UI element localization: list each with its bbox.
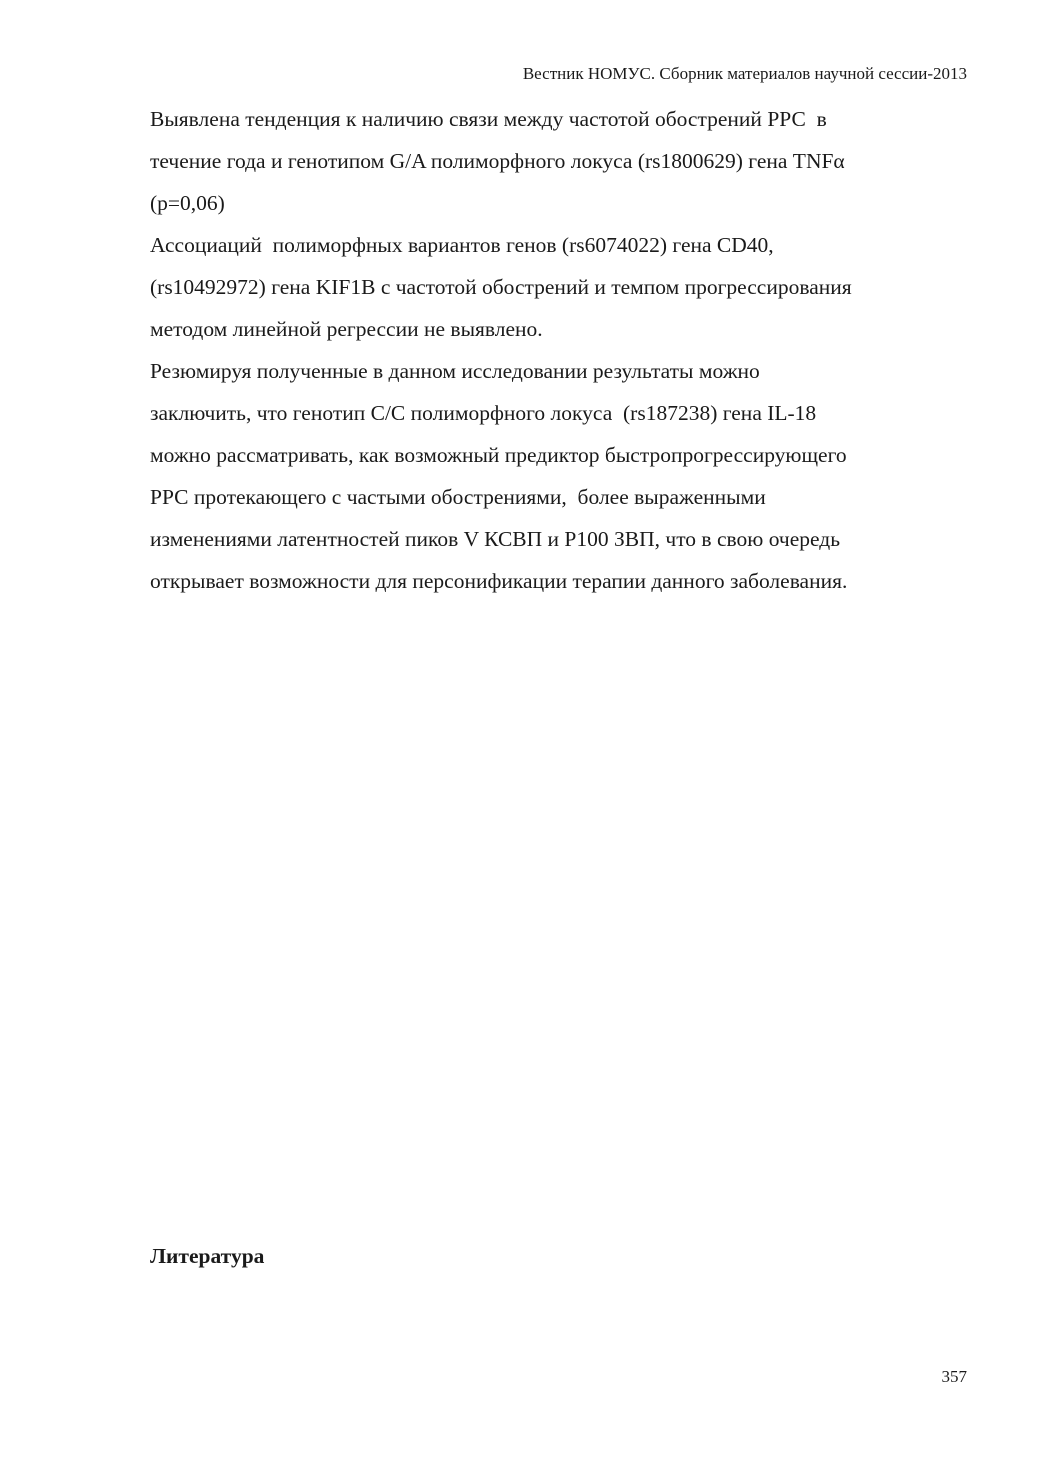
- body-line: открывает возможности для персонификации терапии данного заболевания.: [150, 569, 848, 593]
- body-line: течение года и генотипом G/A полиморфного локуса (rs1800629) гена TNFα: [150, 149, 845, 173]
- running-header: Вестник НОМУС. Сборник материалов научной сессии-2013: [522, 64, 967, 83]
- body-line: (p=0,06): [150, 191, 225, 215]
- body-line: заключить, что генотип C/C полиморфного локуса (rs187238) гена IL-18: [150, 401, 817, 425]
- body-line: РРС протекающего с частыми обострениями, более выраженными: [150, 485, 766, 509]
- body-line: Ассоциаций полиморфных вариантов генов (rs6074022) гена CD40,: [150, 233, 774, 257]
- references-heading: Литература: [150, 1244, 265, 1268]
- body-line: (rs10492972) гена KIF1B с частотой обострений и темпом прогрессирования: [150, 275, 852, 299]
- body-text: [150, 98, 970, 602]
- body-line: изменениями латентностей пиков V КСВП и Р100 ЗВП, что в свою очередь: [150, 527, 840, 551]
- page-number: 357: [941, 1367, 967, 1386]
- body-line: можно рассматривать, как возможный предиктор быстропрогрессирующего: [150, 443, 847, 467]
- body-line: методом линейной регрессии не выявлено.: [150, 317, 543, 341]
- body-line: Выявлена тенденция к наличию связи между частотой обострений РРС в: [150, 107, 827, 131]
- body-line: Резюмируя полученные в данном исследовании результаты можно: [150, 359, 760, 383]
